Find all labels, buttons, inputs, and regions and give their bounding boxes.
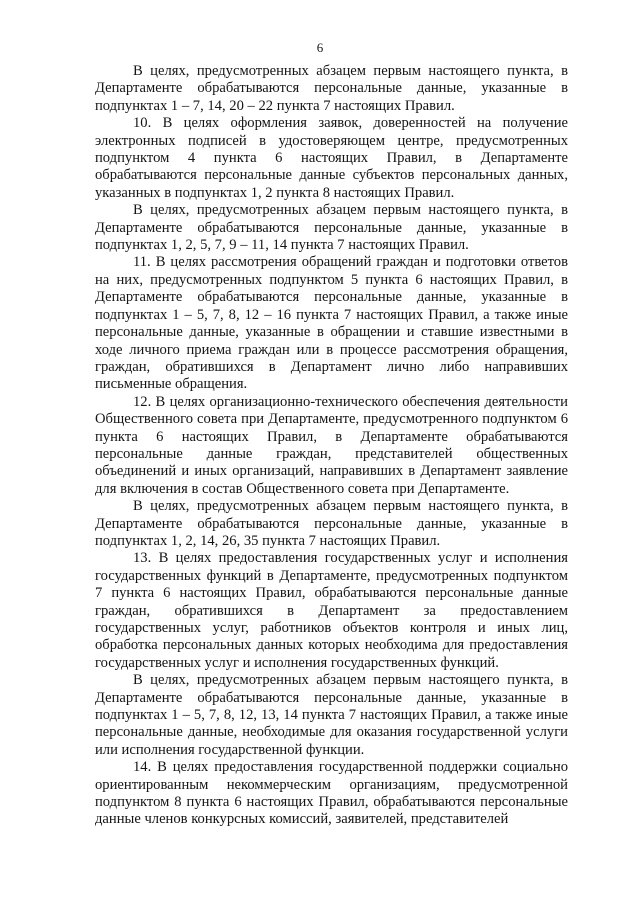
paragraph: 12. В целях организационно-технического обеспечения деятельности Общественного совета при Департаменте, предусмотренного подпунктом 6 пункта 6 настоящих Правил, в Департаменте обрабатываются персональные данные граждан, представителей общественных объединений и иных организаций, направивших в Департамент заявление для включения в состав Общественного совета при Департаменте. <box>95 393 568 497</box>
paragraph: 10. В целях оформления заявок, доверенностей на получение электронных подписей в удостоверяющем центре, предусмотренных подпунктом 4 пункта 6 настоящих Правил, в Департаменте обрабатываются персональные данные субъектов персональных данных, указанных в подпунктах 1, 2 пункта 8 настоящих Правил. <box>95 115 568 201</box>
paragraph: 14. В целях предоставления государственной поддержки социально ориентированным некоммерческим организациям, предусмотренной подпунктом 8 пункта 6 настоящих Правил, обрабатываются персональные данные членов конкурсных комиссий, заявителей, представителей <box>95 759 568 828</box>
paragraph: В целях, предусмотренных абзацем первым настоящего пункта, в Департаменте обрабатываются персональные данные, указанные в подпунктах 1, 2, 5, 7, 9 – 11, 14 пункта 7 настоящих Правил. <box>95 202 568 254</box>
paragraph: 11. В целях рассмотрения обращений граждан и подготовки ответов на них, предусмотренных подпунктом 5 пункта 6 настоящих Правил, в Департаменте обрабатываются персональные данные, указанные в подпунктах 1 – 5, 7, 8, 12 – 16 пункта 7 настоящих Правил, а также иные персональные данные, указанные в обращении и ставшие известными в ходе личного приема граждан или в процессе рассмотрения обращения, граждан, обратившихся в Департамент лично либо направивших письменные обращения. <box>95 254 568 393</box>
page-number: 6 <box>316 40 324 55</box>
paragraph: В целях, предусмотренных абзацем первым настоящего пункта, в Департаменте обрабатываются персональные данные, указанные в подпунктах 1, 2, 14, 26, 35 пункта 7 настоящих Правил. <box>95 498 568 549</box>
paragraph: 13. В целях предоставления государственных услуг и исполнения государственных функций в Департаменте, предусмотренных подпунктом 7 пункта 6 настоящих Правил, обрабатываются персональные данные граждан, обратившихся в Департамент за предоставлением государственных услуг, работников объектов контроля и иных лиц, обработка персональных данных которых необходима для предоставления государственных услуг и исполнения государственных функций. <box>95 550 568 671</box>
document-body <box>95 63 568 829</box>
paragraph: В целях, предусмотренных абзацем первым настоящего пункта, в Департаменте обрабатываются персональные данные, указанные в подпунктах 1 – 5, 7, 8, 12, 13, 14 пункта 7 настоящих Правил, а также иные персональные данные, необходимые для оказания государственной услуги или исполнения государственной функции. <box>95 672 568 758</box>
paragraph: В целях, предусмотренных абзацем первым настоящего пункта, в Департаменте обрабатываются персональные данные, указанные в подпунктах 1 – 7, 14, 20 – 22 пункта 7 настоящих Правил. <box>95 63 568 114</box>
